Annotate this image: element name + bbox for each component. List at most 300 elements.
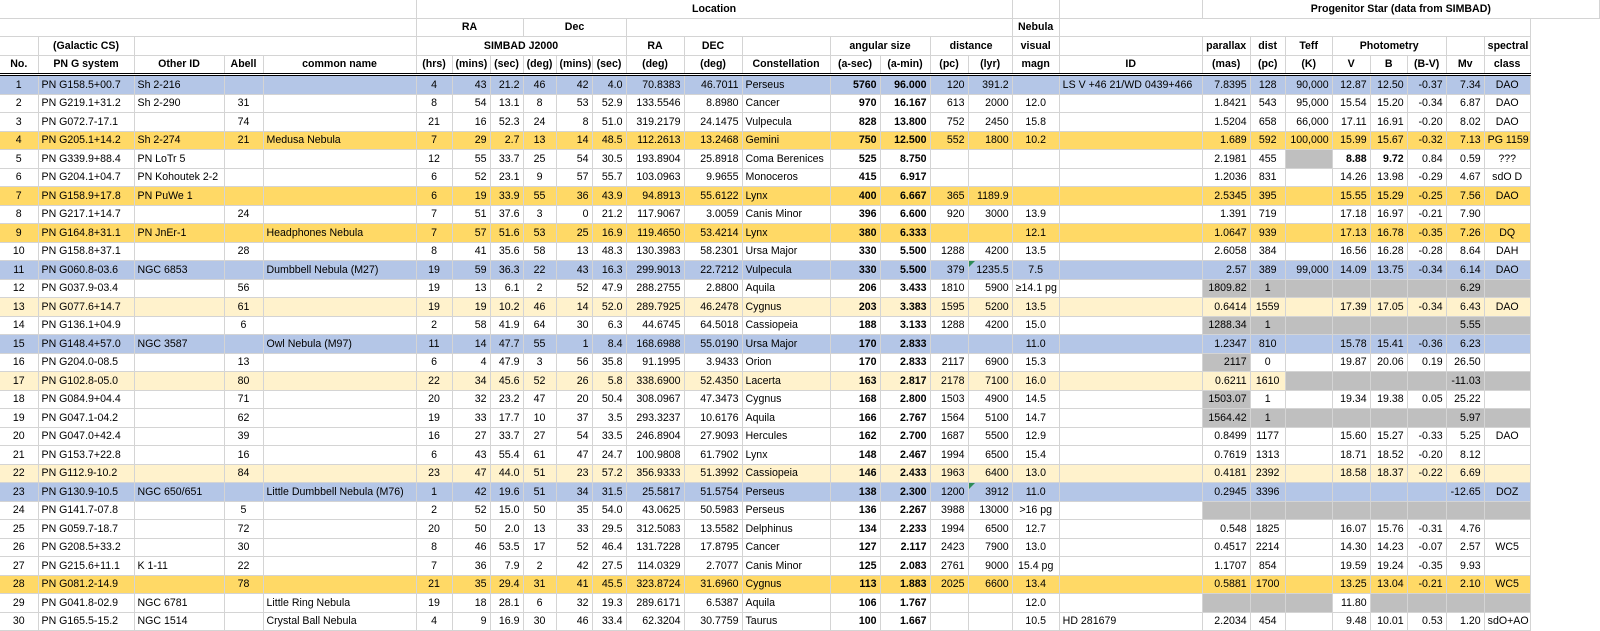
table-cell[interactable]: 384 [1250,242,1285,261]
table-cell[interactable]: 46.2478 [684,298,742,317]
table-cell[interactable]: 48.3 [592,242,626,261]
table-cell[interactable] [224,168,263,187]
table-cell[interactable] [1407,372,1446,391]
table-cell[interactable]: 3 [523,205,556,224]
table-cell[interactable]: 6.29 [1446,279,1484,298]
table-cell[interactable]: 1 [416,483,452,502]
table-cell[interactable] [1059,427,1202,446]
table-cell[interactable]: 2.833 [880,335,930,354]
table-cell[interactable]: 46 [556,612,592,631]
table-cell[interactable] [263,353,416,372]
table-cell[interactable] [263,168,416,187]
table-cell[interactable]: 11 [416,335,452,354]
table-cell[interactable]: PG 1159 [1484,131,1530,150]
table-cell[interactable]: 9000 [968,557,1012,576]
table-cell[interactable]: 2.117 [880,538,930,557]
table-cell[interactable]: PN G102.8-05.0 [38,372,134,391]
galactic-cs-header[interactable]: (Galactic CS) [38,37,134,56]
table-cell[interactable]: 2.1981 [1202,150,1250,169]
table-cell[interactable]: 7 [416,224,452,243]
column-header[interactable]: (hrs) [416,55,452,75]
table-cell[interactable]: 5.97 [1446,409,1484,428]
table-cell[interactable]: 84 [224,464,263,483]
table-cell[interactable]: 133.5546 [626,94,684,113]
table-cell[interactable]: 29.5 [592,520,626,539]
table-cell[interactable] [1285,520,1332,539]
table-cell[interactable]: PN G215.6+11.1 [38,557,134,576]
table-cell[interactable]: 61 [224,298,263,317]
table-cell[interactable]: 15.78 [1332,335,1370,354]
table-cell[interactable] [263,205,416,224]
table-cell[interactable]: 52 [452,168,490,187]
table-cell[interactable]: 0.53 [1407,612,1446,631]
table-cell[interactable]: PN G084.9+04.4 [38,390,134,409]
table-cell[interactable]: 6.667 [880,187,930,206]
table-cell[interactable]: 1177 [1250,427,1285,446]
table-cell[interactable]: Crystal Ball Nebula [263,612,416,631]
table-cell[interactable]: 6.5387 [684,594,742,613]
table-cell[interactable]: Perseus [742,483,830,502]
table-cell[interactable]: sdO D [1484,168,1530,187]
table-cell[interactable] [224,483,263,502]
table-cell[interactable] [263,372,416,391]
table-cell[interactable]: 54 [556,427,592,446]
table-cell[interactable] [263,390,416,409]
table-cell[interactable]: 831 [1250,168,1285,187]
table-cell[interactable]: 134 [830,520,880,539]
table-cell[interactable]: PN Kohoutek 2-2 [134,168,224,187]
table-cell[interactable]: NGC 6781 [134,594,224,613]
table-cell[interactable]: 13 [0,298,38,317]
table-cell[interactable]: Monoceros [742,168,830,187]
table-cell[interactable]: 2.7077 [684,557,742,576]
table-cell[interactable]: 6.43 [1446,298,1484,317]
table-cell[interactable] [1285,538,1332,557]
table-cell[interactable]: 18.37 [1370,464,1407,483]
table-cell[interactable] [1370,483,1407,502]
table-cell[interactable]: Ursa Major [742,335,830,354]
table-cell[interactable]: 2.57 [1202,261,1250,280]
table-cell[interactable]: 46 [523,298,556,317]
table-cell[interactable]: 90,000 [1285,75,1332,95]
table-cell[interactable]: 52 [556,279,592,298]
table-cell[interactable]: 52.9 [592,94,626,113]
table-cell[interactable] [134,575,224,594]
table-cell[interactable]: 47.9 [490,353,523,372]
table-cell[interactable] [224,594,263,613]
table-cell[interactable]: 289.6171 [626,594,684,613]
table-cell[interactable]: 4 [0,131,38,150]
table-cell[interactable]: 0.5881 [1202,575,1250,594]
table-cell[interactable]: 396 [830,205,880,224]
table-cell[interactable]: 27 [452,427,490,446]
table-cell[interactable]: 13 [452,279,490,298]
table-cell[interactable]: 8.88 [1332,150,1370,169]
table-cell[interactable] [1484,409,1530,428]
table-cell[interactable]: PN G136.1+04.9 [38,316,134,335]
table-cell[interactable] [1407,409,1446,428]
table-cell[interactable]: 54 [452,94,490,113]
table-cell[interactable]: 8 [556,113,592,132]
table-cell[interactable]: 17.18 [1332,205,1370,224]
table-cell[interactable]: 1.5204 [1202,113,1250,132]
table-cell[interactable] [930,224,968,243]
table-cell[interactable]: 24.1475 [684,113,742,132]
table-cell[interactable]: 2761 [930,557,968,576]
table-cell[interactable] [1285,557,1332,576]
table-cell[interactable]: 55 [523,187,556,206]
table-cell[interactable]: 7100 [968,372,1012,391]
table-cell[interactable]: 47 [452,464,490,483]
table-cell[interactable]: 7 [0,187,38,206]
table-cell[interactable]: NGC 1514 [134,612,224,631]
table-cell[interactable]: 94.8913 [626,187,684,206]
table-cell[interactable] [1285,372,1332,391]
table-cell[interactable]: 70.8383 [626,75,684,95]
table-cell[interactable]: 330 [830,261,880,280]
table-cell[interactable] [1332,483,1370,502]
table-cell[interactable] [1484,390,1530,409]
table-cell[interactable]: 15.4 pg [1012,557,1059,576]
table-cell[interactable]: 15 [0,335,38,354]
table-cell[interactable]: 6500 [968,446,1012,465]
table-cell[interactable]: 454 [1250,612,1285,631]
table-cell[interactable]: 6.917 [880,168,930,187]
table-cell[interactable]: 16 [0,353,38,372]
table-cell[interactable]: 2.817 [880,372,930,391]
table-cell[interactable]: 19.3 [592,594,626,613]
table-cell[interactable]: 5900 [968,279,1012,298]
table-cell[interactable]: PN G164.8+31.1 [38,224,134,243]
table-cell[interactable]: 8 [523,94,556,113]
table-cell[interactable]: 52 [523,372,556,391]
table-cell[interactable] [1484,446,1530,465]
table-cell[interactable]: 13.2468 [684,131,742,150]
table-cell[interactable]: 52 [452,501,490,520]
table-cell[interactable]: 2.2034 [1202,612,1250,631]
table-cell[interactable]: 8 [0,205,38,224]
table-cell[interactable]: PN G339.9+88.4 [38,150,134,169]
table-cell[interactable]: 7.13 [1446,131,1484,150]
table-cell[interactable]: 19.59 [1332,557,1370,576]
table-cell[interactable]: 1288.34 [1202,316,1250,335]
table-cell[interactable] [1059,575,1202,594]
table-cell[interactable]: 146 [830,464,880,483]
table-cell[interactable]: 1994 [930,446,968,465]
table-cell[interactable]: ??? [1484,150,1530,169]
table-cell[interactable]: 48.5 [592,131,626,150]
table-cell[interactable]: 18.58 [1332,464,1370,483]
table-cell[interactable]: 51 [523,483,556,502]
table-cell[interactable]: 22 [0,464,38,483]
table-cell[interactable]: 112.2613 [626,131,684,150]
table-cell[interactable] [1407,501,1446,520]
table-cell[interactable] [1484,501,1530,520]
table-cell[interactable]: 2.0 [490,520,523,539]
table-cell[interactable]: PN G158.9+17.8 [38,187,134,206]
table-cell[interactable] [1332,409,1370,428]
table-cell[interactable]: 2117 [930,353,968,372]
table-cell[interactable] [1285,353,1332,372]
column-header[interactable]: PN G system [38,55,134,75]
table-cell[interactable]: 15.0 [490,501,523,520]
table-cell[interactable]: 379 [930,261,968,280]
table-cell[interactable] [1407,594,1446,613]
column-header[interactable]: (pc) [1250,55,1285,75]
table-cell[interactable]: 35.6 [490,242,523,261]
table-cell[interactable] [1059,372,1202,391]
table-cell[interactable]: 2 [523,279,556,298]
table-cell[interactable]: 100.9808 [626,446,684,465]
table-cell[interactable]: 20.06 [1370,353,1407,372]
table-cell[interactable]: 3 [0,113,38,132]
table-cell[interactable]: 4 [416,75,452,95]
table-cell[interactable]: 6500 [968,520,1012,539]
table-cell[interactable]: 57 [452,224,490,243]
table-cell[interactable] [1446,501,1484,520]
location-header[interactable]: Location [416,0,1012,18]
table-cell[interactable]: 854 [1250,557,1285,576]
table-cell[interactable]: 289.7925 [626,298,684,317]
table-cell[interactable]: 15.4 [1012,446,1059,465]
table-cell[interactable]: 6 [224,316,263,335]
table-cell[interactable]: 41 [556,575,592,594]
table-cell[interactable] [1484,464,1530,483]
table-cell[interactable]: 16 [452,113,490,132]
table-cell[interactable] [263,150,416,169]
table-cell[interactable]: 365 [930,187,968,206]
table-cell[interactable]: 188 [830,316,880,335]
table-cell[interactable]: 2 [416,316,452,335]
table-cell[interactable] [1059,464,1202,483]
table-cell[interactable]: 12.0 [1012,594,1059,613]
table-cell[interactable]: 23.2 [490,390,523,409]
table-cell[interactable]: 12 [416,150,452,169]
table-cell[interactable] [1059,594,1202,613]
table-cell[interactable]: PN G158.8+37.1 [38,242,134,261]
table-cell[interactable]: 57 [556,168,592,187]
table-cell[interactable]: 14.30 [1332,538,1370,557]
table-cell[interactable] [1012,187,1059,206]
table-cell[interactable]: 162 [830,427,880,446]
table-cell[interactable]: 6.87 [1446,94,1484,113]
table-cell[interactable]: 0.7619 [1202,446,1250,465]
table-cell[interactable]: 5500 [968,427,1012,446]
table-cell[interactable]: 12.500 [880,131,930,150]
table-cell[interactable] [930,612,968,631]
table-cell[interactable]: 400 [830,187,880,206]
table-cell[interactable]: 168 [830,390,880,409]
table-cell[interactable]: 13.04 [1370,575,1407,594]
table-cell[interactable] [263,409,416,428]
table-cell[interactable]: 8.4 [592,335,626,354]
table-cell[interactable]: 33 [556,520,592,539]
table-cell[interactable] [1285,168,1332,187]
table-cell[interactable]: 53.5 [490,538,523,557]
table-cell[interactable]: 16.97 [1370,205,1407,224]
table-cell[interactable]: 1800 [968,131,1012,150]
table-cell[interactable]: Lacerta [742,372,830,391]
table-cell[interactable]: 8 [416,94,452,113]
table-cell[interactable]: 338.6900 [626,372,684,391]
table-cell[interactable] [1285,279,1332,298]
table-cell[interactable]: 19.6 [490,483,523,502]
table-cell[interactable]: 17 [0,372,38,391]
table-cell[interactable]: 12.7 [1012,520,1059,539]
table-cell[interactable]: 15.29 [1370,187,1407,206]
table-cell[interactable]: 64 [523,316,556,335]
table-cell[interactable]: 19.38 [1370,390,1407,409]
ra-deg-header[interactable]: RA [626,37,684,56]
table-cell[interactable] [1407,279,1446,298]
table-cell[interactable]: 2117 [1202,353,1250,372]
table-cell[interactable] [134,372,224,391]
table-cell[interactable]: 1.2036 [1202,168,1250,187]
column-header[interactable]: (B-V) [1407,55,1446,75]
table-cell[interactable]: 1 [0,75,38,95]
table-cell[interactable]: 2392 [1250,464,1285,483]
table-cell[interactable]: 61.7902 [684,446,742,465]
table-cell[interactable] [134,353,224,372]
table-cell[interactable]: 1.0647 [1202,224,1250,243]
table-cell[interactable]: 1 [556,335,592,354]
table-cell[interactable]: 5.500 [880,242,930,261]
table-cell[interactable] [1059,538,1202,557]
table-cell[interactable]: 9.93 [1446,557,1484,576]
table-cell[interactable]: 15.76 [1370,520,1407,539]
table-cell[interactable]: Cancer [742,94,830,113]
table-cell[interactable]: 2450 [968,113,1012,132]
table-cell[interactable]: 25.22 [1446,390,1484,409]
table-cell[interactable]: >16 pg [1012,501,1059,520]
table-cell[interactable]: 1235.5 [968,261,1012,280]
table-cell[interactable]: 3396 [1250,483,1285,502]
table-cell[interactable]: 15.55 [1332,187,1370,206]
table-cell[interactable]: 24.7 [592,446,626,465]
table-cell[interactable]: 11.0 [1012,483,1059,502]
table-cell[interactable]: 8.8980 [684,94,742,113]
table-cell[interactable]: 5.500 [880,261,930,280]
table-cell[interactable]: 13.25 [1332,575,1370,594]
table-cell[interactable]: 2.467 [880,446,930,465]
table-cell[interactable]: PN G204.0-08.5 [38,353,134,372]
table-cell[interactable]: WC5 [1484,538,1530,557]
column-header[interactable]: ID [1059,55,1202,75]
table-cell[interactable]: 2.10 [1446,575,1484,594]
table-cell[interactable] [134,316,224,335]
table-cell[interactable]: 525 [830,150,880,169]
table-cell[interactable]: 299.9013 [626,261,684,280]
table-cell[interactable]: 0.6211 [1202,372,1250,391]
table-cell[interactable]: 0.4517 [1202,538,1250,557]
table-cell[interactable] [1059,390,1202,409]
table-cell[interactable]: DAH [1484,242,1530,261]
table-cell[interactable]: 8.64 [1446,242,1484,261]
dist-header[interactable]: dist [1250,37,1285,56]
table-cell[interactable]: Perseus [742,501,830,520]
table-cell[interactable]: HD 281679 [1059,612,1202,631]
table-cell[interactable] [134,298,224,317]
table-cell[interactable]: -0.21 [1407,205,1446,224]
table-cell[interactable]: 1288 [930,242,968,261]
table-cell[interactable]: 3 [523,353,556,372]
table-cell[interactable]: 42 [556,75,592,95]
parallax-header[interactable]: parallax [1202,37,1250,56]
column-header[interactable]: Abell [224,55,263,75]
table-cell[interactable]: 6900 [968,353,1012,372]
table-cell[interactable]: 308.0967 [626,390,684,409]
table-cell[interactable]: 6.333 [880,224,930,243]
table-cell[interactable]: DAO [1484,427,1530,446]
column-header[interactable]: (mas) [1202,55,1250,75]
table-cell[interactable]: 0 [1250,353,1285,372]
table-cell[interactable]: 24 [0,501,38,520]
column-header[interactable]: (sec) [490,55,523,75]
table-cell[interactable]: 7.90 [1446,205,1484,224]
table-cell[interactable]: 15.0 [1012,316,1059,335]
table-cell[interactable]: 100,000 [1285,131,1332,150]
table-cell[interactable] [1012,150,1059,169]
table-cell[interactable]: 55.4 [490,446,523,465]
table-cell[interactable]: 36 [452,557,490,576]
table-cell[interactable]: 613 [930,94,968,113]
table-cell[interactable]: NGC 3587 [134,335,224,354]
table-cell[interactable]: 3.133 [880,316,930,335]
table-cell[interactable] [263,464,416,483]
table-cell[interactable]: 7 [416,205,452,224]
table-cell[interactable]: 26 [0,538,38,557]
column-header[interactable]: (lyr) [968,55,1012,75]
table-cell[interactable]: 53.4214 [684,224,742,243]
table-cell[interactable] [1285,483,1332,502]
table-cell[interactable]: 415 [830,168,880,187]
table-cell[interactable]: Headphones Nebula [263,224,416,243]
table-cell[interactable]: 74 [224,113,263,132]
table-cell[interactable]: 1.1707 [1202,557,1250,576]
table-cell[interactable]: 51 [452,205,490,224]
table-cell[interactable] [263,501,416,520]
table-cell[interactable]: 47 [523,390,556,409]
table-cell[interactable]: 455 [1250,150,1285,169]
table-cell[interactable]: Aquila [742,279,830,298]
table-cell[interactable]: 47 [556,446,592,465]
table-cell[interactable]: Coma Berenices [742,150,830,169]
table-cell[interactable] [968,150,1012,169]
table-cell[interactable] [134,501,224,520]
table-cell[interactable]: Perseus [742,75,830,95]
column-header[interactable]: Other ID [134,55,224,75]
table-cell[interactable]: 14 [556,131,592,150]
table-cell[interactable]: 46 [452,538,490,557]
table-cell[interactable]: 19.87 [1332,353,1370,372]
table-cell[interactable]: 119.4650 [626,224,684,243]
table-cell[interactable]: 1610 [1250,372,1285,391]
table-cell[interactable]: 46.4 [592,538,626,557]
table-cell[interactable]: 5 [224,501,263,520]
table-cell[interactable]: 37 [556,409,592,428]
table-cell[interactable]: 13.800 [880,113,930,132]
table-cell[interactable]: 356.9333 [626,464,684,483]
table-cell[interactable]: 41.9 [490,316,523,335]
spectral-header[interactable]: spectral [1484,37,1530,56]
table-cell[interactable]: 4200 [968,316,1012,335]
table-cell[interactable]: 5200 [968,298,1012,317]
table-cell[interactable]: 16.0 [1012,372,1059,391]
table-cell[interactable]: 15.99 [1332,131,1370,150]
table-cell[interactable]: 35 [556,501,592,520]
table-cell[interactable]: 18.52 [1370,446,1407,465]
ra-group-header[interactable]: RA [416,18,523,37]
